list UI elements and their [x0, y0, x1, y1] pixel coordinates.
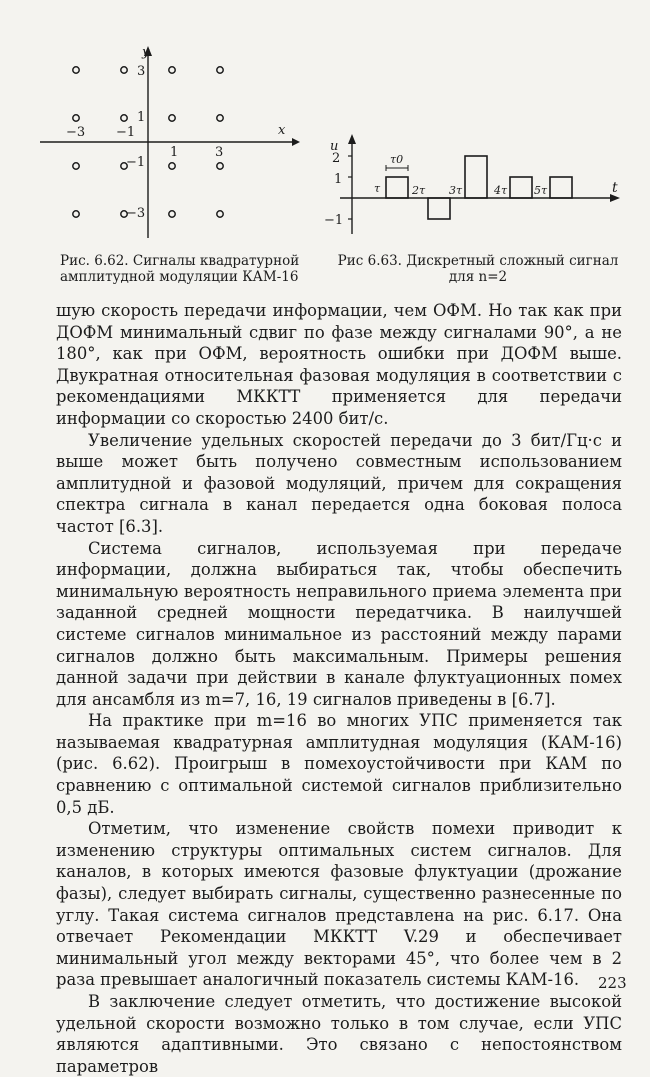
paragraph-6: В заключение следует отметить, что достижение высокой удельной скорости возможно только в том случае, если УПС являются адаптивными. Это связано с непостоянством параметров	[56, 992, 622, 1076]
figure-6-63-caption	[328, 253, 628, 285]
qam-tick-x-1: 1	[170, 145, 179, 160]
constellation-point-1	[73, 67, 79, 73]
body-text	[56, 300, 622, 1077]
compound-signal-plot	[320, 130, 630, 240]
constellation-point-4	[217, 67, 223, 73]
paragraph-2: Увеличение удельных скоростей передачи до 3 бит/Гц·с и выше может быть получено совместным использованием амплитудной и фазовой модуляций, причем для сокращения спектра сигнала в канал передается одна боковая полоса частот [6.3].	[56, 430, 622, 536]
signal-time-label-3: 3τ	[449, 184, 463, 197]
constellation-point-15	[169, 211, 175, 217]
constellation-point-2	[121, 67, 127, 73]
signal-t-label: t	[612, 180, 618, 196]
qam-tick-x-neg1: −1	[116, 125, 136, 140]
signal-u-label: u	[330, 139, 339, 154]
constellation-point-9	[73, 163, 79, 169]
qam-tick-x-3: 3	[215, 145, 224, 160]
signal-ytick-1: 1	[334, 172, 343, 187]
paragraph-3: Система сигналов, используемая при передаче информации, должна выбираться так, чтобы обеспечить минимальную вероятность неправильного приема элемента при заданной средней мощности передатчика. В наилучшей системе сигналов минимальное из расстояний между парами сигналов должно быть максимальным. Примеры решения данной задачи при действии в канале флуктуационных помех для ансамбля из m=7, 16, 19 сигналов приведены в [6.7].	[56, 538, 622, 709]
qam-x-arrow	[292, 138, 300, 146]
qam-tick-y-1: 1	[137, 110, 146, 125]
signal-ytick-neg1: −1	[324, 213, 344, 228]
constellation-point-11	[169, 163, 175, 169]
qam-tick-y-neg1: −1	[126, 155, 146, 170]
signal-pulse-5	[550, 177, 572, 198]
signal-time-label-4: 4τ	[494, 184, 508, 197]
qam-x-axis-label: x	[278, 123, 286, 138]
compound-signal-figure	[320, 130, 630, 240]
signal-time-label-1: τ	[374, 182, 381, 195]
signal-u-arrow	[348, 134, 356, 144]
signal-ytick-2: 2	[332, 151, 341, 166]
constellation-point-7	[169, 115, 175, 121]
figure-6-63-caption-line2: для n=2	[448, 269, 508, 285]
signal-pulse-3	[465, 156, 487, 198]
tau0-label: τ0	[390, 153, 404, 166]
qam-tick-y-neg3: −3	[126, 206, 146, 221]
paragraph-4: На практике при m=16 во многих УПС применяется так называемая квадратурная амплитудная модуляция (КАМ-16) (рис. 6.62). Проигрыш в помехоустойчивости при КАМ по сравнению с оптимальной системой сигналов приблизительно 0,5 дБ.	[56, 711, 622, 817]
figure-6-62-caption: Рис. 6.62. Сигналы квадратурной амплитудной модуляции КАМ-16	[60, 253, 300, 285]
signal-time-label-2: 2τ	[412, 184, 426, 197]
qam-tick-y-3: 3	[137, 64, 146, 79]
constellation-point-5	[73, 115, 79, 121]
paragraph-5: Отметим, что изменение свойств помехи приводит к изменению структуры оптимальных систем сигналов. Для каналов, в которых имеются фазовые флуктуации (дрожание фазы), следует выбирать сигналы, существенно разнесенные по углу. Такая система сигналов представлена на рис. 6.17. Она отвечает Рекомендации МККТТ V.29 и обеспечивает минимальный угол между векторами 45°, что более чем в 2 раза превышает аналогичный показатель системы КАМ-16.	[56, 819, 622, 990]
signal-pulse-2	[428, 198, 450, 219]
signal-pulse-4	[510, 177, 532, 198]
signal-time-label-5: 5τ	[534, 184, 548, 197]
constellation-point-3	[169, 67, 175, 73]
qam16-constellation-plot	[30, 40, 310, 245]
figure-6-63-caption-line1: Рис 6.63. Дискретный сложный сигнал	[337, 253, 619, 269]
constellation-point-16	[217, 211, 223, 217]
constellation-point-12	[217, 163, 223, 169]
qam16-figure	[30, 40, 310, 245]
constellation-point-6	[121, 115, 127, 121]
page-number: 223	[598, 974, 627, 992]
constellation-point-8	[217, 115, 223, 121]
qam-y-axis-label: y	[142, 45, 150, 60]
constellation-point-13	[73, 211, 79, 217]
paragraph-1: шую скорость передачи информации, чем ОФМ. Но так как при ДОФМ минимальный сдвиг по фазе между сигналами 90°, а не 180°, как при ОФМ, вероятность ошибки при ДОФМ выше. Двукратная относительная фазовая модуляция в соответствии с рекомендациями МККТТ применяется для передачи информации со скоростью 2400 бит/с.	[56, 301, 622, 428]
qam-tick-x-neg3: −3	[66, 125, 86, 140]
signal-pulse-1	[386, 177, 408, 198]
